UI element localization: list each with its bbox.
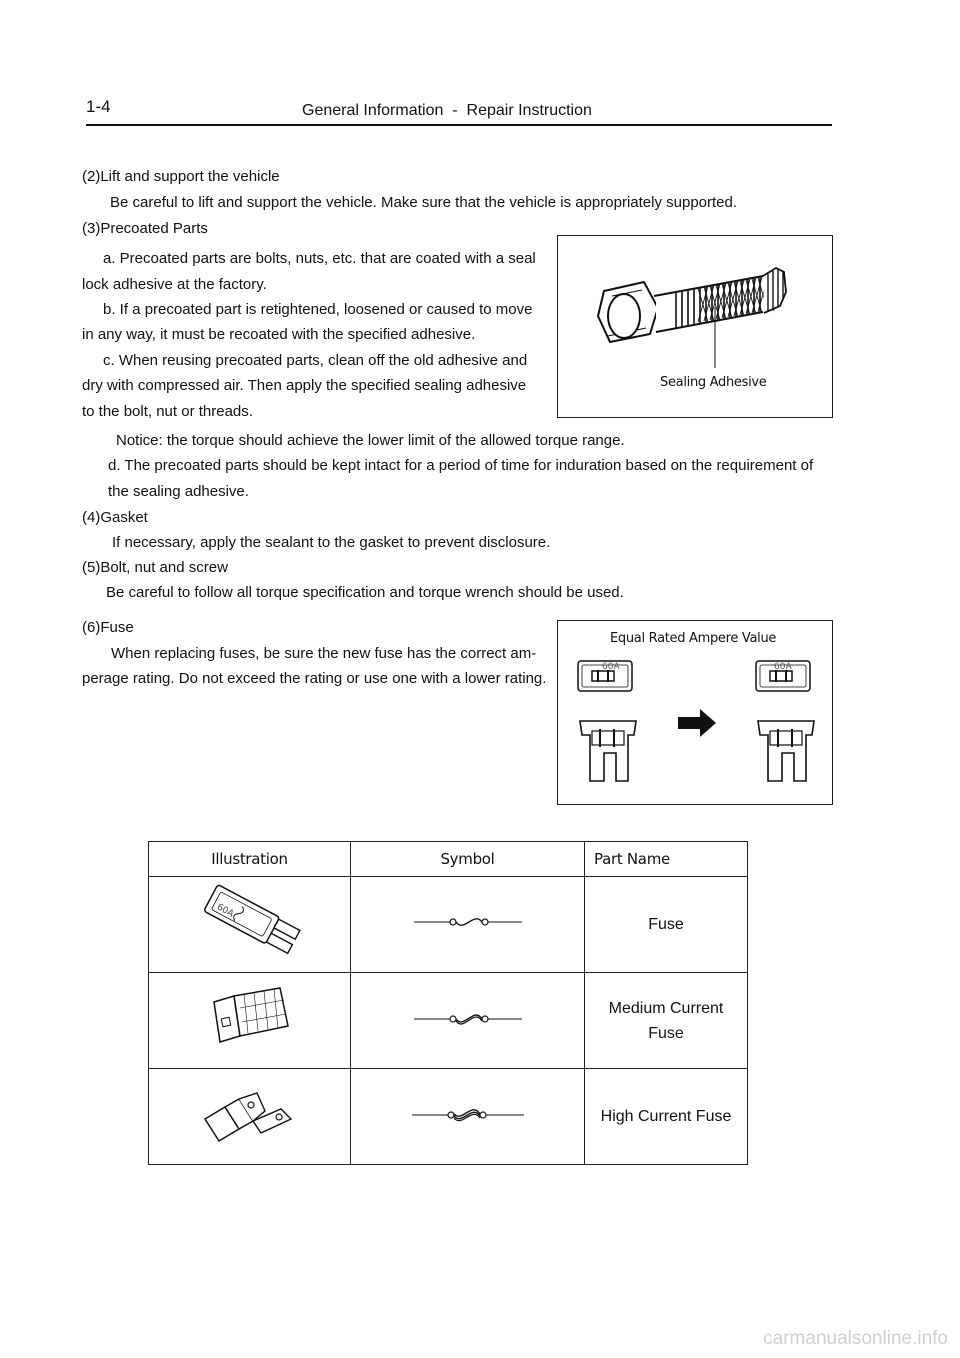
illustration-cell	[149, 1069, 351, 1165]
section-heading-fuse: (6)Fuse	[82, 619, 134, 636]
section-heading-precoated: (3)Precoated Parts	[82, 220, 208, 237]
equal-rated-ampere-label: Equal Rated Ampere Value	[610, 631, 777, 646]
part-name-medium-current-line1: Medium Current	[608, 999, 724, 1017]
paragraph-fuse-line2: perage rating. Do not exceed the rating or use one with a lower rating.	[82, 670, 547, 687]
blade-fuse-icon	[190, 882, 310, 962]
illustration-cell	[149, 877, 351, 973]
part-name-high-current: High Current Fuse	[600, 1108, 732, 1125]
footer-watermark[interactable]: carmanualsonline.info	[763, 1328, 948, 1349]
precoated-item-d-line1: d. The precoated parts should be kept intact for a period of time for induration based on the requirement of	[108, 457, 814, 474]
blade-fuse-rating: 60A	[214, 902, 235, 920]
table-row	[149, 973, 748, 1069]
table-row	[149, 1069, 748, 1165]
table-row	[149, 877, 748, 973]
paragraph-bolt: Be careful to follow all torque specification and torque wrench should be used.	[106, 584, 624, 601]
section-heading-lift: (2)Lift and support the vehicle	[82, 168, 280, 185]
header-illustration: Illustration	[149, 842, 351, 877]
symbol-cell	[351, 973, 585, 1069]
page-number: 1-4	[86, 97, 111, 116]
bolt-figure	[557, 235, 833, 418]
section-heading-bolt: (5)Bolt, nut and screw	[82, 559, 228, 576]
precoated-item-a-line2: lock adhesive at the factory.	[82, 276, 267, 293]
part-name-fuse: Fuse	[648, 916, 684, 933]
section-heading-gasket: (4)Gasket	[82, 509, 148, 526]
precoated-item-b-line1: b. If a precoated part is retightened, loosened or caused to move	[103, 301, 533, 318]
precoated-item-a-line1: a. Precoated parts are bolts, nuts, etc. that are coated with a seal	[103, 250, 536, 267]
fuse-rating-left: 60A	[602, 662, 620, 672]
symbol-cell	[351, 877, 585, 973]
header-part-name: Part Name	[585, 842, 748, 877]
part-name-cell	[585, 1069, 748, 1165]
precoated-item-c-line3: to the bolt, nut or threads.	[82, 403, 253, 420]
precoated-notice: Notice: the torque should achieve the lower limit of the allowed torque range.	[116, 432, 625, 449]
precoated-item-c-line2: dry with compressed air. Then apply the specified sealing adhesive	[82, 377, 527, 394]
fuse-types-table	[148, 841, 748, 1165]
fuse-comparison-icon	[558, 621, 832, 804]
part-name-cell	[585, 973, 748, 1069]
medium-current-fuse-symbol-icon	[408, 1003, 528, 1033]
paragraph-gasket: If necessary, apply the sealant to the gasket to prevent disclosure.	[112, 534, 551, 551]
precoated-item-c-line1: c. When reusing precoated parts, clean off the old adhesive and	[103, 352, 528, 369]
precoated-item-d-line2: the sealing adhesive.	[108, 483, 249, 500]
symbol-cell	[351, 1069, 585, 1165]
header-symbol: Symbol	[351, 842, 585, 877]
page-title: General Information - Repair Instruction	[302, 102, 592, 119]
high-current-fuse-icon	[195, 1079, 305, 1149]
fuse-rating-right: 60A	[774, 662, 792, 672]
table-header-row	[149, 842, 748, 877]
illustration-cell	[149, 973, 351, 1069]
fuse-symbol-icon	[408, 907, 528, 937]
part-name-medium-current-line2: Fuse	[648, 1024, 684, 1042]
paragraph-lift: Be careful to lift and support the vehicle. Make sure that the vehicle is appropriately supported.	[110, 194, 738, 211]
fuse-replacement-figure	[557, 620, 833, 805]
precoated-item-b-line2: in any way, it must be recoated with the specified adhesive.	[82, 326, 476, 343]
high-current-fuse-symbol-icon	[408, 1099, 528, 1129]
sealing-adhesive-label: Sealing Adhesive	[660, 375, 767, 390]
part-name-cell	[585, 877, 748, 973]
paragraph-fuse-line1: When replacing fuses, be sure the new fuse has the correct am-	[111, 645, 537, 662]
header-divider	[86, 124, 832, 126]
medium-current-fuse-icon	[200, 978, 300, 1058]
